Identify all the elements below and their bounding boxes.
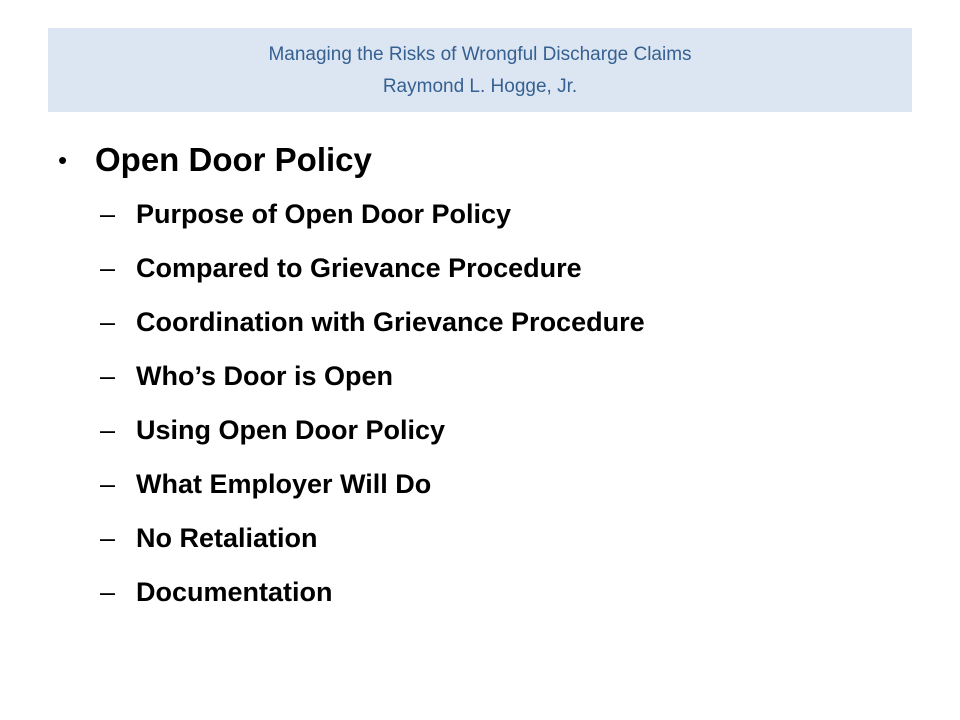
dash-marker: – [100, 307, 116, 337]
header-author: Raymond L. Hogge, Jr. [382, 76, 578, 97]
main-bullet [58, 138, 918, 186]
dash-marker: – [100, 199, 116, 229]
main-bullet-text: Open Door Policy [95, 141, 372, 178]
dash-marker: – [100, 415, 116, 445]
sub-bullet-text: No Retaliation [136, 523, 318, 553]
header-title: Managing the Risks of Wrongful Discharge Claims [268, 44, 692, 65]
sub-bullet-text: Who’s Door is Open [136, 361, 394, 391]
sub-bullet-text: Using Open Door Policy [136, 415, 446, 445]
slide-header [48, 28, 912, 112]
sub-bullet-text: Purpose of Open Door Policy [136, 199, 512, 229]
dash-marker: – [100, 577, 116, 607]
sub-bullet-text: Documentation [136, 577, 333, 607]
dash-marker: – [100, 253, 116, 283]
dash-marker: – [100, 469, 116, 499]
bullet-list [58, 138, 918, 607]
dash-marker: – [100, 361, 116, 391]
sub-bullet-text: Coordination with Grievance Procedure [136, 307, 645, 337]
sub-bullet-text: Compared to Grievance Procedure [136, 253, 582, 283]
dash-marker: – [100, 523, 116, 553]
sub-bullet-text: What Employer Will Do [136, 469, 432, 499]
bullet-marker: • [58, 145, 68, 175]
